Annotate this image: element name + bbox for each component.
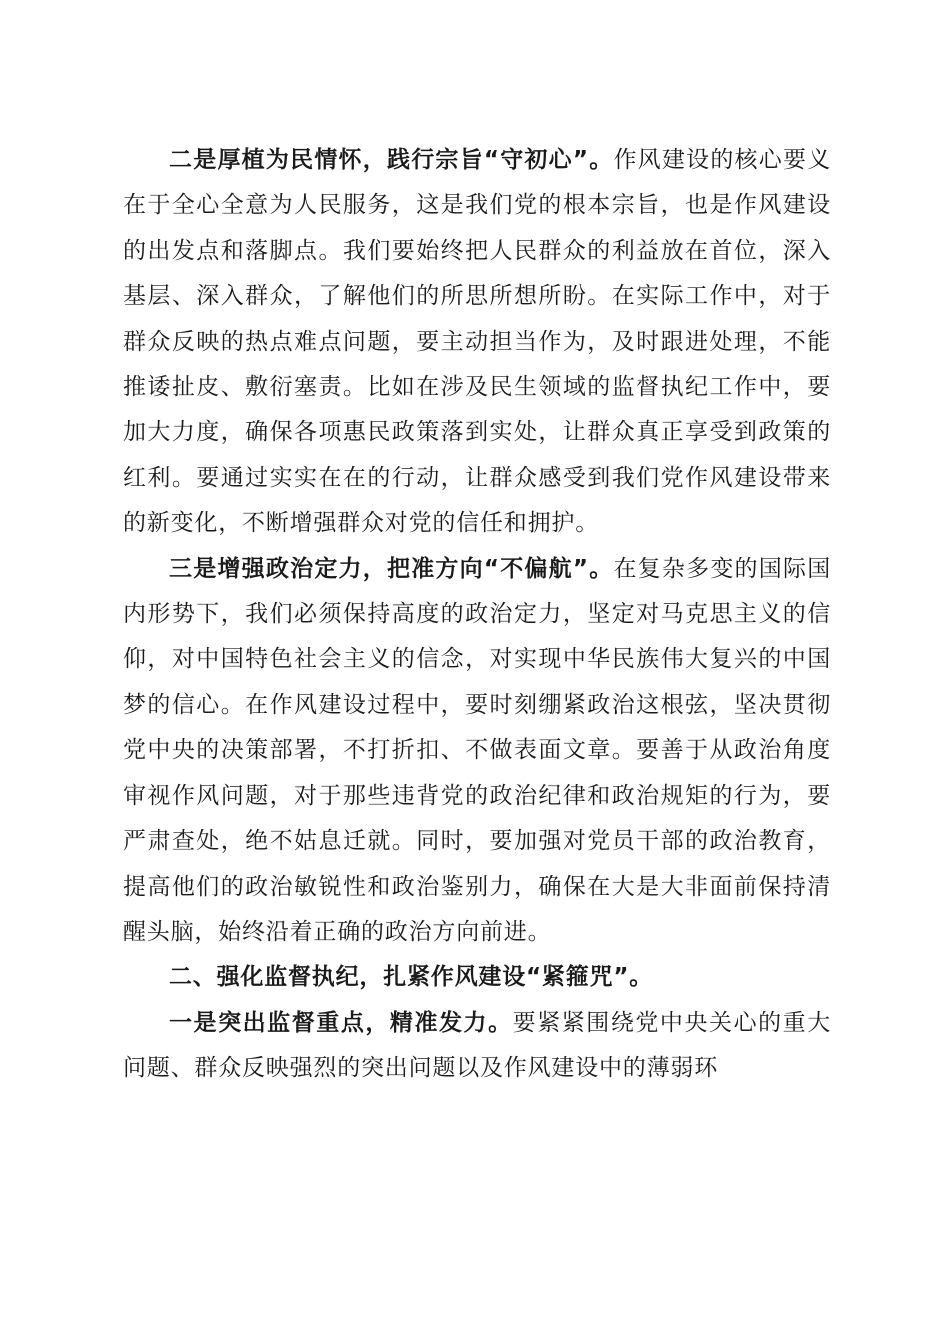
paragraph-lead: 三是增强政治定力，把准方向“不偏航”。 — [169, 555, 614, 582]
paragraph-serve-people — [123, 138, 831, 547]
section-heading: 二、强化监督执纪，扎紧作风建设“紧箍咒”。 — [169, 964, 654, 991]
document-body — [123, 138, 831, 1092]
paragraph-body: 在复杂多变的国际国内形势下，我们必须保持高度的政治定力，坚定对马克思主义的信仰，对中国特色社会主义的信念，对实现中华民族伟大复兴的中国梦的信心。在作风建设过程中，要时刻绷紧政治这根弦，坚决贯彻党中央的决策部署，不打折扣、不做表面文章。要善于从政治角度审视作风问题，对于那些违背党的政治纪律和政治规矩的行为，要严肃查处，绝不姑息迁就。同时，要加强对党员干部的政治教育，提高他们的政治敏锐性和政治鉴别力，确保在大是大非面前保持清醒头脑，始终沿着正确的政治方向前进。 — [123, 555, 832, 945]
paragraph-body: 作风建设的核心要义在于全心全意为人民服务，这是我们党的根本宗旨，也是作风建设的出发点和落脚点。我们要始终把人民群众的利益放在首位，深入基层、深入群众，了解他们的所思所想所盼。在实际工作中，对于群众反映的热点难点问题，要主动担当作为，及时跟进处理，不能推诿扯皮、敷衍塞责。比如在涉及民生领域的监督执纪工作中，要加大力度，确保各项惠民政策落到实处，让群众真正享受到政策的红利。要通过实实在在的行动，让群众感受到我们党作风建设带来的新变化，不断增强群众对党的信任和拥护。 — [123, 147, 832, 537]
paragraph-lead: 二是厚植为民情怀，践行宗旨“守初心”。 — [169, 147, 614, 173]
paragraph-lead: 一是突出监督重点，精准发力。 — [169, 1009, 513, 1036]
paragraph-political-resolve — [123, 547, 831, 956]
paragraph-supervision-focus — [123, 1001, 831, 1092]
paragraph-body: 要紧紧围绕党中央关心的重大问题、群众反映强烈的突出问题以及作风建设中的薄弱环 — [123, 1009, 832, 1082]
